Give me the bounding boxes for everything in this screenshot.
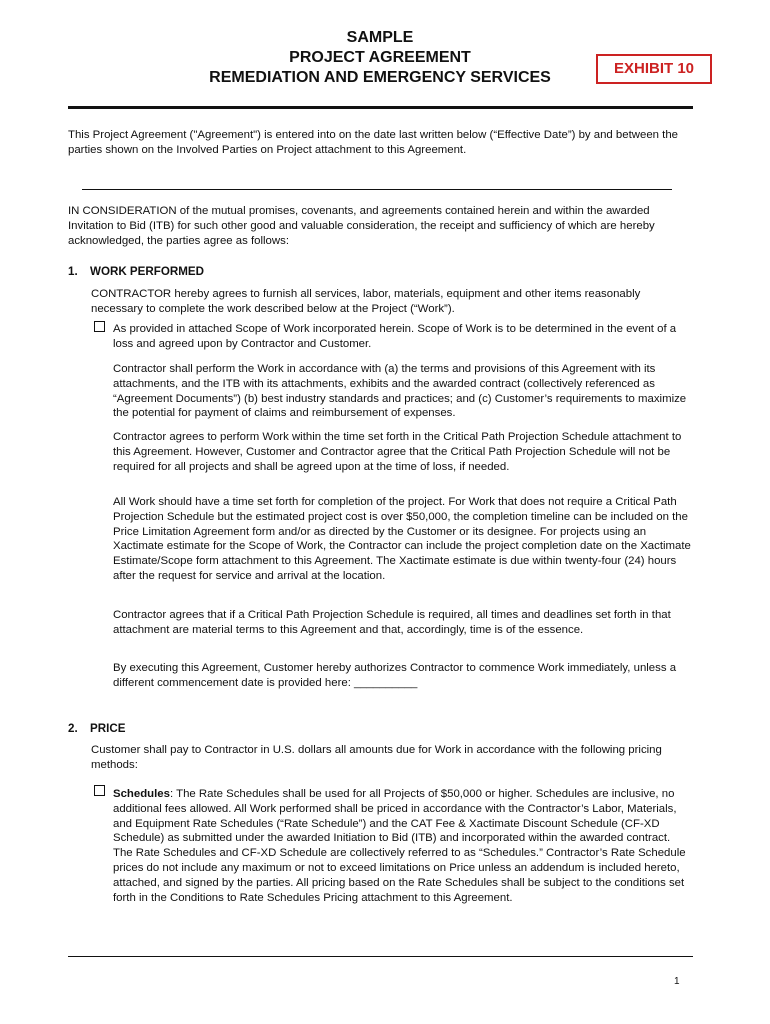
header-divider — [68, 106, 693, 109]
document-title — [150, 28, 610, 88]
schedules-paragraph — [113, 787, 691, 905]
section-2-title: PRICE — [90, 722, 126, 735]
consideration-paragraph: IN CONSIDERATION of the mutual promises, covenants, and agreements contained herein and within the awarded Invitation to Bid (ITB) for such other good and valuable consideration, the receipt and sufficiency of which are hereby acknowledged, the parties agree as follows: — [68, 205, 655, 247]
title-line-1: SAMPLE — [346, 29, 414, 46]
section-2-heading — [68, 721, 125, 736]
section-1-paragraph-1: CONTRACTOR hereby agrees to furnish all services, labor, materials, equipment and other items reasonably necessary to complete the work described below at the Project (“Work”). — [91, 288, 641, 315]
section-1-number: 1. — [68, 265, 78, 278]
signature-line — [82, 189, 672, 190]
exhibit-badge: EXHIBIT 10 — [596, 54, 712, 84]
section-1-heading — [68, 264, 204, 279]
section-1-paragraph-3: Contractor agrees to perform Work within the time set forth in the Critical Path Projection Schedule attachment to this Agreement. However, Customer and Contractor agree that the Critical Path Projection Schedule will not be required for all projects and shall be agreed upon at the time of loss, if needed. — [113, 431, 682, 473]
scope-of-work-text: As provided in attached Scope of Work incorporated herein. Scope of Work is to be determined in the event of a loss and agreed upon by Contractor and Customer. — [113, 323, 677, 350]
section-1-paragraph-4: All Work should have a time set forth for completion of the project. For Work that does not require a Critical Path Projection Schedule but the estimated project cost is over $50,000, the completion timeline can be included on the Price Limitation Agreement form and/or as directed by the Customer or its designee. For projects using an Xactimate estimate for the Scope of Work, the Contractor can include the project completion date on the Xactimate Estimate/Scope form attachment to this Agreement. The Xactimate estimate is due within twenty-four (24) hours after the request for service and arrival at the location. — [113, 496, 691, 582]
section-1-paragraph-2: Contractor shall perform the Work in accordance with (a) the terms and provisions of this Agreement with its attachments, and the ITB with its attachments, exhibits and the awarded contract (collectively referenced as “Agreement Documents”) (b) best industry standards and practices; and (c) Customer’s requirements to maximize the potential for payment of claims and reimbursement of expenses. — [113, 363, 687, 420]
intro-paragraph: This Project Agreement ("Agreement") is entered into on the date last written below (“Effective Date”) by and between the parties shown on the Involved Parties on Project attachment to this Agreement. — [68, 129, 678, 156]
title-line-2: PROJECT AGREEMENT — [289, 49, 471, 66]
scope-of-work-checkbox[interactable] — [94, 321, 105, 332]
page-number: 1 — [674, 976, 680, 987]
schedules-checkbox[interactable] — [94, 785, 105, 796]
section-1-paragraph-6: By executing this Agreement, Customer hereby authorizes Contractor to commence Work immediately, unless a different commencement date is provided here: __________ — [113, 662, 677, 689]
section-1-paragraph-5: Contractor agrees that if a Critical Path Projection Schedule is required, all times and deadlines set forth in that attachment are material terms to this Agreement and that, accordingly, time is of the essence. — [113, 609, 671, 636]
section-2-number: 2. — [68, 722, 78, 735]
footer-divider — [68, 956, 693, 957]
title-line-3: REMEDIATION AND EMERGENCY SERVICES — [209, 69, 551, 86]
schedules-text: : The Rate Schedules shall be used for all Projects of $50,000 or higher. Schedules are inclusive, no additional fees allowed. All Work performed shall be priced in accordance with the Contractor’s Labor, Materials, and Equipment Rate Schedules (“Rate Schedule”) and the CAT Fee & Xactimate Discount Schedule (CF-XD Schedule) as submitted under the awarded Initiation to Bid (ITB) and incorporated within the awarded contract. The Rate Schedules and CF-XD Schedule are collectively referred to as “Schedules.” Contractor’s Rate Schedule prices do not include any maximum or not to exceed limitations on Price unless an addendum is included hereto, attached, and signed by the parties. All pricing based on the Rate Schedules shall be subject to the conditions set forth in the Conditions to Rate Schedules Pricing attachment to this Agreement. — [113, 788, 686, 904]
section-2-paragraph-1: Customer shall pay to Contractor in U.S. dollars all amounts due for Work in accordance with the following pricing methods: — [91, 744, 662, 771]
schedules-label: Schedules — [113, 788, 170, 800]
section-1-title: WORK PERFORMED — [90, 265, 205, 278]
